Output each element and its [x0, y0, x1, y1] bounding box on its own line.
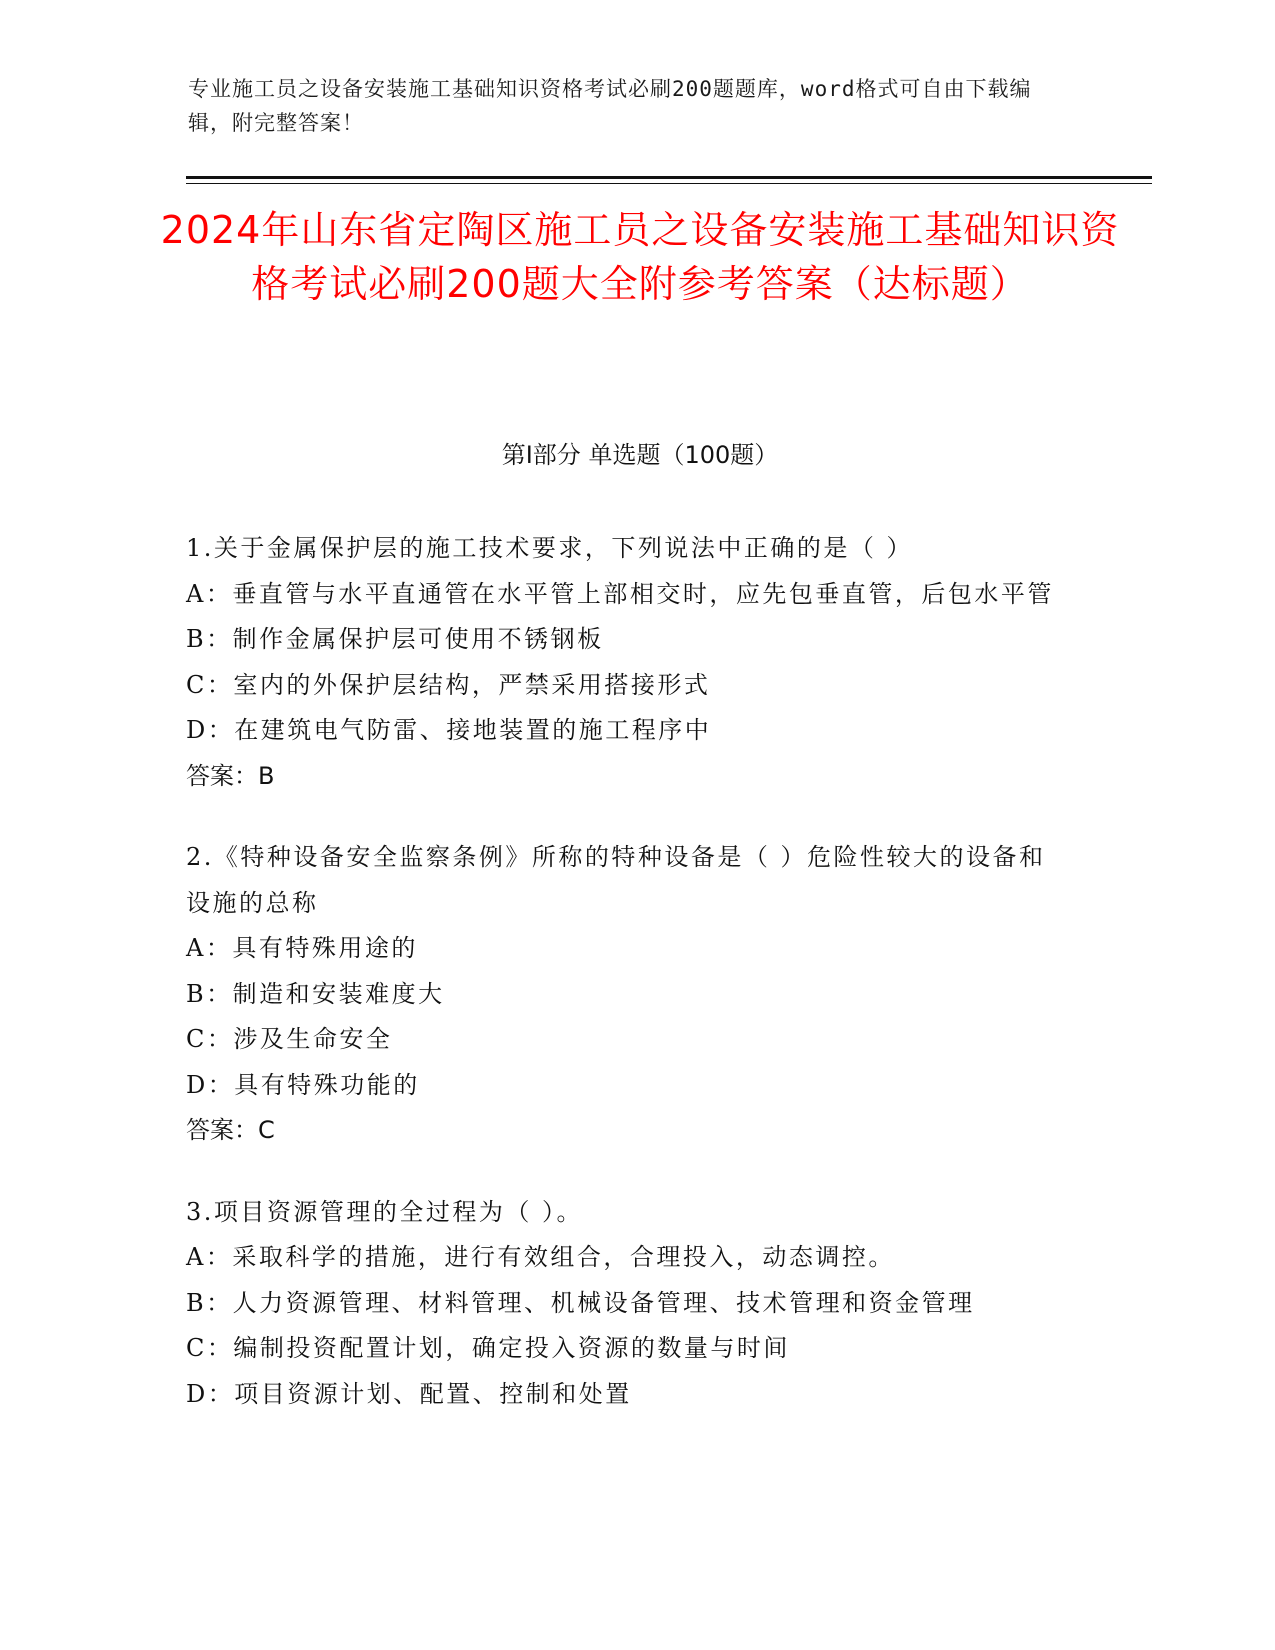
header-note: 专业施工员之设备安装施工基础知识资格考试必刷200题题库，word格式可自由下载编辑，附完整答案！	[188, 77, 1032, 135]
section-title: 第I部分 单选题（100题）	[501, 441, 779, 469]
question-2	[186, 835, 1072, 1154]
option-d: D：具有特殊功能的	[186, 1070, 420, 1099]
option-b: B：人力资源管理、材料管理、机械设备管理、技术管理和资金管理	[186, 1288, 975, 1317]
question-stem: 2.《特种设备安全监察条例》所称的特种设备是（ ）危险性较大的设备和设施的总称	[186, 843, 1046, 917]
option-b: B：制造和安装难度大	[186, 979, 445, 1008]
question-stem: 3.项目资源管理的全过程为（ ）。	[186, 1197, 584, 1226]
option-b: B：制作金属保护层可使用不锈钢板	[186, 625, 604, 653]
answer: 答案：B	[186, 761, 275, 790]
option-c: C：室内的外保护层结构，严禁采用搭接形式	[186, 670, 711, 699]
header-divider-thin	[186, 183, 1152, 184]
option-c: C：编制投资配置计划，确定投入资源的数量与时间	[186, 1334, 790, 1362]
option-a: A：垂直管与水平直通管在水平管上部相交时，应先包垂直管，后包水平管	[186, 579, 1054, 608]
option-d: D：在建筑电气防雷、接地装置的施工程序中	[186, 716, 712, 744]
question-1	[186, 526, 1072, 799]
header-divider-thick	[186, 176, 1152, 179]
option-a: A：采取科学的措施，进行有效组合，合理投入，动态调控。	[186, 1243, 895, 1271]
answer: 答案：C	[186, 1116, 275, 1144]
option-a: A：具有特殊用途的	[186, 934, 418, 962]
document-title: 2024年山东省定陶区施工员之设备安装施工基础知识资格考试必刷200题大全附参考答案（达标题）	[160, 208, 1120, 306]
option-d: D：项目资源计划、配置、控制和处置	[186, 1379, 632, 1408]
question-stem: 1.关于金属保护层的施工技术要求，下列说法中正确的是（ ）	[186, 534, 914, 562]
question-3	[186, 1190, 1072, 1418]
option-c: C：涉及生命安全	[186, 1025, 393, 1053]
question-list	[186, 526, 1072, 1453]
